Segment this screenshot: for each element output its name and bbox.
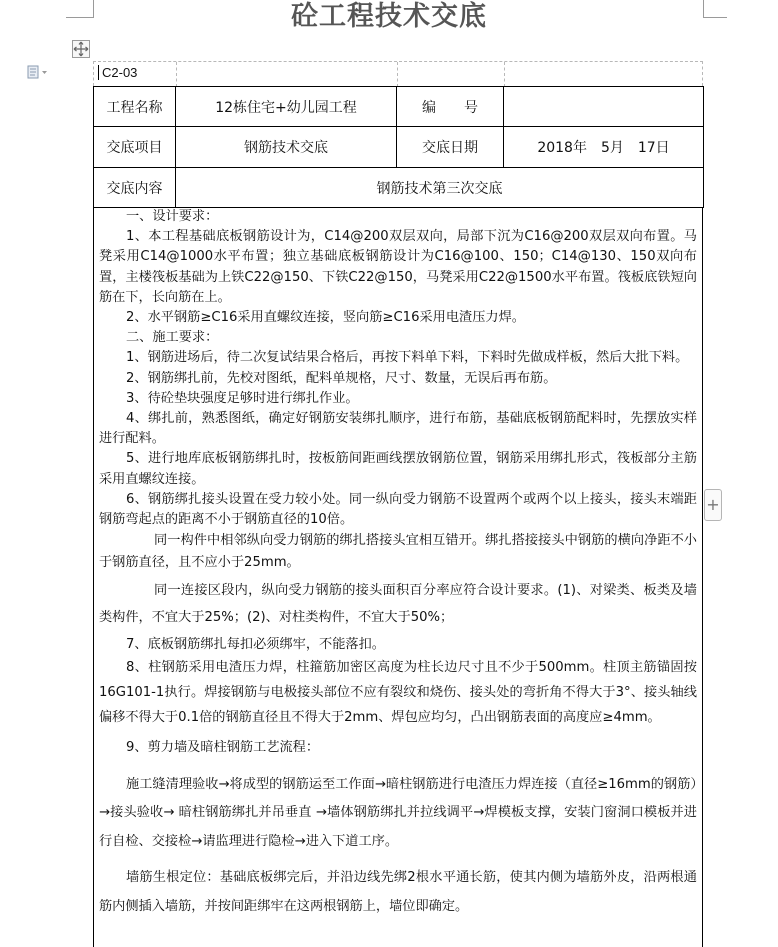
paragraph: 施工缝清理验收→将成型的钢筋运至工作面→暗柱钢筋进行电渣压力焊连接（直径≥16mm的钢筋）→接头验收→ 暗柱钢筋绑扎并吊垂直 →墙体钢筋绑扎并拉线调平→焊模板支撑，安装门窗洞口模板并进行自检、交接检→请监理进行隐检→进入下道工序。 bbox=[99, 776, 697, 849]
paragraph: 同一构件中相邻纵向受力钢筋的绑扎搭接头宜相互错开。绑扎搭接接头中钢筋的横向净距不小于钢筋直径，且不应小于25mm。 bbox=[99, 533, 697, 571]
plus-icon[interactable]: + bbox=[704, 489, 722, 521]
content-body[interactable] bbox=[93, 207, 703, 947]
code-row bbox=[93, 61, 703, 86]
paragraph: 3、待砼垫块强度足够时进行绑扎作业。 bbox=[126, 390, 359, 406]
item-value[interactable]: 钢筋技术交底 bbox=[176, 127, 397, 168]
paragraph: 墙筋生根定位：基础底板绑完后，并沿边线先绑2根水平通长筋，使其内侧为墙筋外皮，沿两根通筋内侧插入墙筋，并按间距绑牢在这两根钢筋上，墙位即确定。 bbox=[99, 870, 697, 914]
paragraph: 1、钢筋进场后，待二次复试结果合格后，再按下料单下料，下料时先做成样板，然后大批下料。 bbox=[126, 350, 689, 366]
item-label: 交底项目 bbox=[94, 127, 176, 168]
number-value[interactable] bbox=[504, 87, 704, 127]
paragraph: 7、底板钢筋绑扎每扣必须绑牢，不能落扣。 bbox=[126, 637, 385, 653]
paragraph: 8、柱钢筋采用电渣压力焊，柱箍筋加密区高度为柱长边尺寸且不少于500mm。柱顶主筋锚固按16G101-1执行。焊接钢筋与电极接头部位不应有裂纹和烧伤、接头处的弯折角不得大于3°、接头轴线偏移不得大于0.1倍的钢筋直径且不得大于2mm、焊包应均匀，凸出钢筋表面的高度应≥4mm。 bbox=[99, 660, 697, 726]
paragraph: 同一连接区段内，纵向受力钢筋的接头面积百分率应符合设计要求。(1)、对梁类、板类及墙类构件，不宜大于25%；(2)、对柱类构件，不宜大于50%； bbox=[99, 583, 697, 626]
header-table bbox=[93, 86, 704, 208]
document-icon[interactable] bbox=[27, 64, 49, 78]
document-code: C2-03 bbox=[98, 65, 137, 80]
content-value[interactable]: 钢筋技术第三次交底 bbox=[176, 168, 704, 208]
project-name-label: 工程名称 bbox=[94, 87, 176, 127]
number-label: 编 号 bbox=[397, 87, 504, 127]
date-label: 交底日期 bbox=[397, 127, 504, 168]
grid-line bbox=[504, 62, 505, 87]
paragraph: 4、绑扎前，熟悉图纸，确定好钢筋安装绑扎顺序，进行布筋，基础底板钢筋配料时，先摆放实样进行配料。 bbox=[99, 411, 697, 447]
section-heading: 二、施工要求： bbox=[126, 330, 219, 346]
date-value[interactable]: 2018年 5月 17日 bbox=[504, 127, 704, 168]
paragraph: 9、剪力墙及暗柱钢筋工艺流程： bbox=[126, 740, 320, 756]
section-heading: 一、设计要求： bbox=[126, 209, 219, 224]
project-name-value[interactable]: 12栋住宅+幼儿园工程 bbox=[176, 87, 397, 127]
document-title: 砼工程技术交底 bbox=[291, 1, 487, 32]
grid-line bbox=[397, 62, 398, 87]
paragraph: 6、钢筋绑扎接头设置在受力较小处。同一纵向受力钢筋不设置两个或两个以上接头，接头末端距钢筋弯起点的距离不小于钢筋直径的10倍。 bbox=[99, 491, 697, 528]
content-label: 交底内容 bbox=[94, 168, 176, 208]
paragraph: 5、进行地库底板钢筋绑扎时，按板筋间距画线摆放钢筋位置，钢筋采用绑扎形式，筏板部分主筋采用直螺纹连接。 bbox=[99, 451, 697, 487]
paragraph: 2、钢筋绑扎前，先校对图纸，配料单规格，尺寸、数量，无误后再布筋。 bbox=[126, 370, 557, 386]
grid-line bbox=[176, 62, 177, 87]
move-icon[interactable] bbox=[72, 40, 90, 58]
paragraph: 1、本工程基础底板钢筋设计为，C14@200双层双向，局部下沉为C16@200双层双向布置。马凳采用C14@1000水平布置；独立基础底板钢筋设计为C16@100、150；C14@130、150双向布置，主楼筏板基础为上铁C22@150、下铁C22@150，马凳采用C22@1500水平布置。筏板底铁短向筋在下，长向筋在上。 bbox=[99, 229, 697, 305]
paragraph: 2、水平钢筋≥C16采用直螺纹连接，竖向筋≥C16采用电渣压力焊。 bbox=[126, 310, 525, 326]
